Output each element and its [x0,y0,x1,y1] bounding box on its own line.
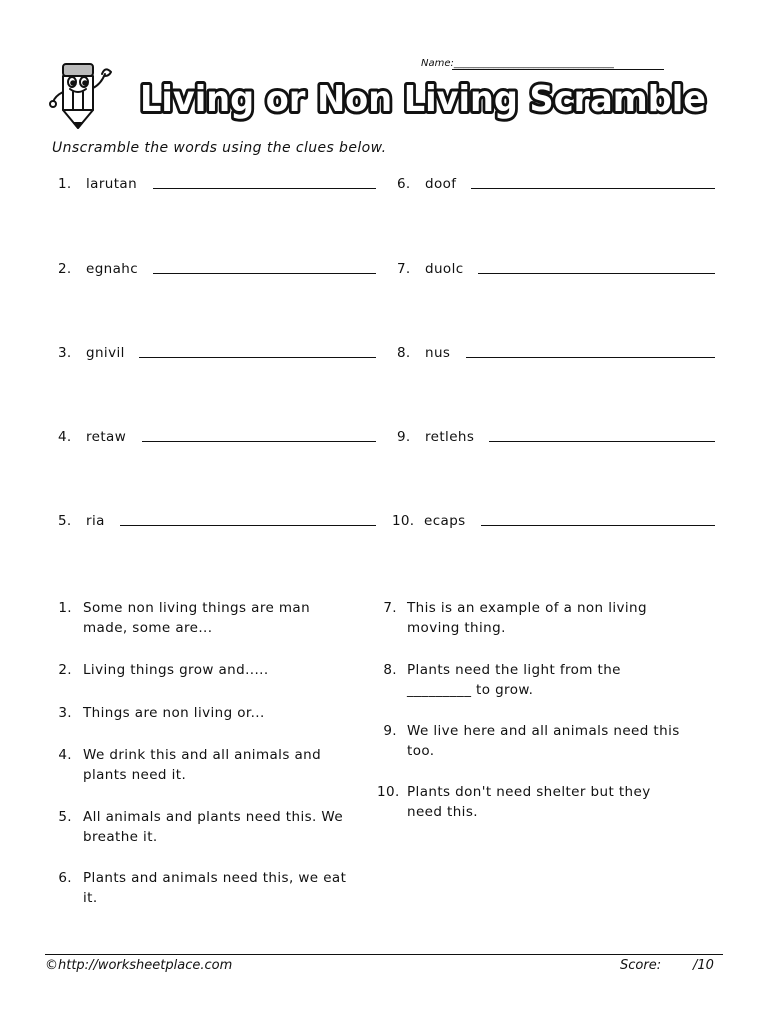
scramble-number: 7. [397,261,411,277]
answer-line[interactable] [142,441,376,442]
scrambled-word: ecaps [424,513,466,529]
clue-text: Some non living things are man made, some are... [83,600,311,636]
scrambled-word: doof [425,176,457,192]
clue-number: 2. [58,662,72,678]
scramble-number: 9. [397,429,411,445]
scramble-number: 10. [392,513,415,529]
clue-text: Plants need the light from the _________ to grow. [407,662,621,698]
scramble-number: 6. [397,176,411,192]
score-label: Score: [620,958,662,973]
answer-line[interactable] [481,525,715,526]
clue-item [52,704,372,724]
clue-item [52,599,372,639]
footer-rule [45,954,723,955]
answer-line[interactable] [139,357,376,358]
answer-line[interactable] [153,273,376,274]
scrambled-word: gnivil [86,345,125,361]
scramble-item [58,513,398,533]
clue-number: 1. [58,600,72,616]
clue-number: 3. [58,705,72,721]
name-line [452,69,664,70]
clue-text: This is an example of a non living moving thing. [407,600,647,636]
scramble-number: 2. [58,261,72,277]
scramble-item [392,513,732,533]
scrambled-word: duolc [425,261,464,277]
scramble-item [58,345,398,365]
clue-text: Living things grow and..... [83,662,269,678]
clue-item [377,722,717,762]
clue-text: Things are non living or... [83,705,265,721]
clue-item [52,746,372,786]
scrambled-word: larutan [86,176,138,192]
clue-number: 10. [377,784,400,800]
scramble-number: 8. [397,345,411,361]
page-title-text: Living or Non Living Scramble [140,79,706,120]
answer-line[interactable] [153,188,376,189]
pencil-mascot-icon [45,58,125,132]
clue-number: 5. [58,809,72,825]
clue-number: 7. [383,600,397,616]
scramble-number: 3. [58,345,72,361]
clue-number: 8. [383,662,397,678]
answer-line[interactable] [478,273,715,274]
name-label: Name:________________________________ [421,58,614,69]
clue-item [377,661,717,701]
clue-number: 4. [58,747,72,763]
clue-item [377,783,717,823]
instructions: Unscramble the words using the clues below. [52,140,387,156]
scramble-item [58,261,398,281]
scrambled-word: nus [425,345,451,361]
clue-item [52,661,372,681]
clue-text: We drink this and all animals and plants need it. [83,747,322,783]
scramble-number: 5. [58,513,72,529]
clue-text: All animals and plants need this. We breathe it. [83,809,344,845]
answer-line[interactable] [489,441,715,442]
answer-line[interactable] [120,525,376,526]
answer-line[interactable] [466,357,715,358]
clue-text: Plants and animals need this, we eat it. [83,870,347,906]
scrambled-word: egnahc [86,261,139,277]
answer-line[interactable] [471,188,715,189]
clue-text: We live here and all animals need this too. [407,723,680,759]
clue-number: 9. [383,723,397,739]
scramble-number: 1. [58,176,72,192]
scramble-item [397,176,737,196]
scrambled-word: retaw [86,429,127,445]
clue-item [52,808,372,848]
score-total: /10 [693,958,714,973]
scramble-item [397,429,737,449]
clue-item [377,599,717,639]
scramble-item [397,261,737,281]
copyright: ©http://worksheetplace.com [45,958,233,973]
scramble-item [58,429,398,449]
clue-text: Plants don't need shelter but they need this. [407,784,651,820]
scrambled-word: retlehs [425,429,475,445]
scramble-number: 4. [58,429,72,445]
clue-item [52,869,372,909]
page-title [136,74,716,122]
scramble-item [397,345,737,365]
scramble-item [58,176,398,196]
scrambled-word: ria [86,513,105,529]
clue-number: 6. [58,870,72,886]
